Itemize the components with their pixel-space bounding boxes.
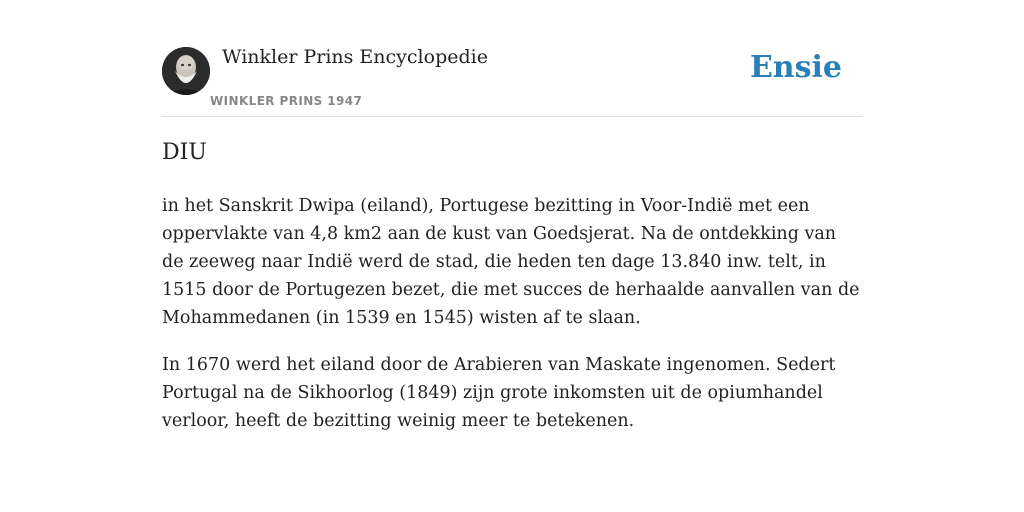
source-header bbox=[162, 40, 862, 117]
source-subtitle: WINKLER PRINS 1947 bbox=[210, 94, 363, 108]
entry-title: DIU bbox=[162, 140, 207, 165]
article-paragraph: in het Sanskrit Dwipa (eiland), Portugese bezitting in Voor-Indië met een oppervlakte van 4,8 km2 aan de kust van Goedsjerat. Na de ontdekking van de zeeweg naar Indië werd de stad, die heden ten dage 13.840 inw. telt, in 1515 door de Portugezen bezet, die met succes de herhaalde aanvallen van de Mohammedanen (in 1539 en 1545) wisten af te slaan. bbox=[162, 196, 860, 328]
article-paragraph: In 1670 werd het eiland door de Arabieren van Maskate ingenomen. Sedert Portugal na de Sikhoorlog (1849) zijn grote inkomsten uit de opiumhandel verloor, heeft de bezitting weinig meer te betekenen. bbox=[162, 355, 836, 431]
author-avatar[interactable] bbox=[162, 47, 210, 95]
source-title[interactable]: Winkler Prins Encyclopedie bbox=[222, 46, 488, 68]
article-body bbox=[162, 192, 862, 454]
ensie-logo-link[interactable]: Ensie bbox=[749, 50, 842, 85]
